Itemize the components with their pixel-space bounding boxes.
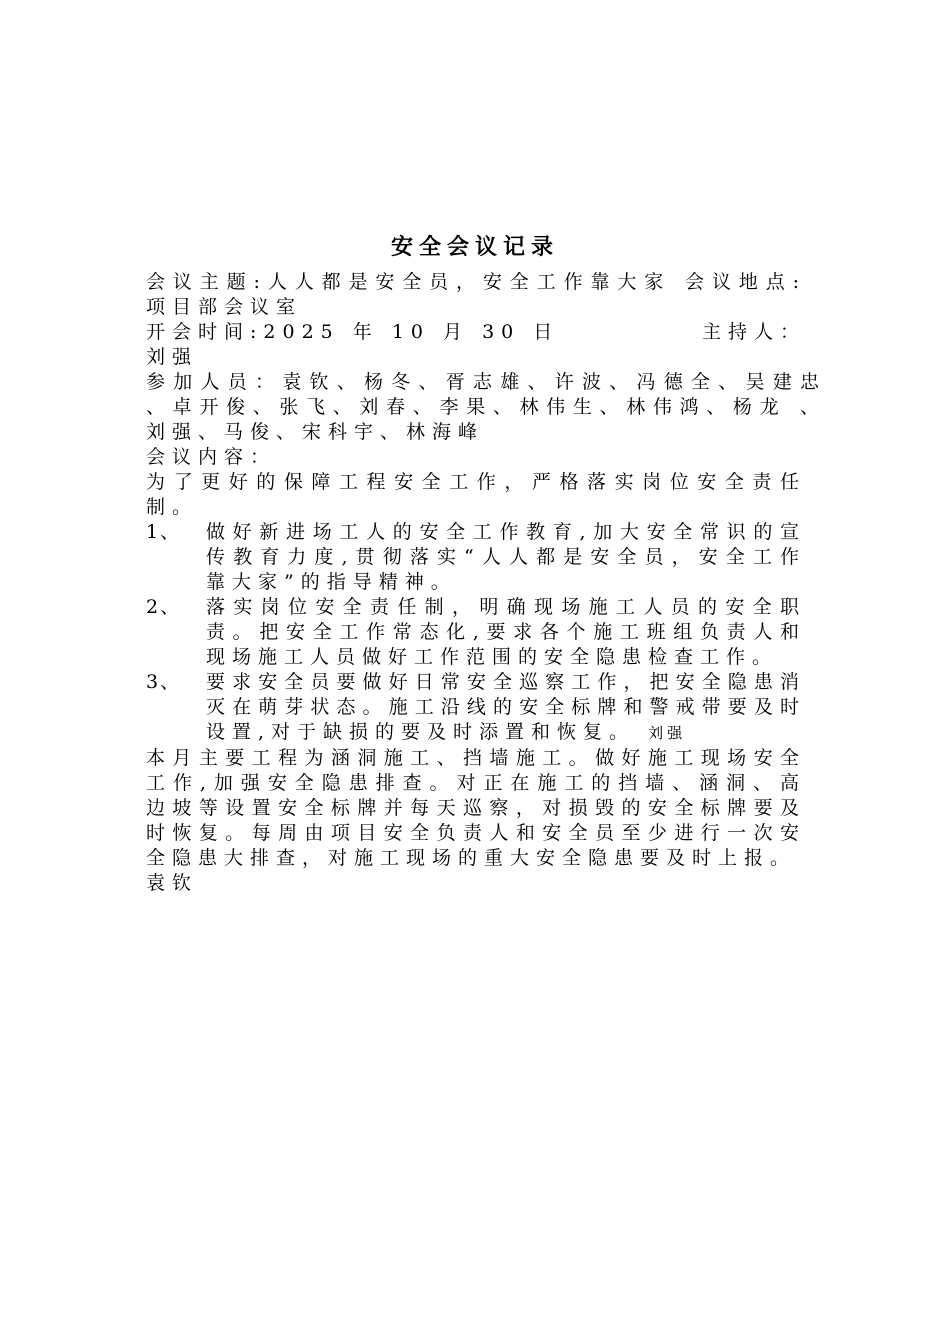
meeting-time: 开会时间:2025 年 10 月 30 日 xyxy=(146,321,560,343)
list-item xyxy=(146,520,806,595)
list-item xyxy=(146,595,806,670)
list-item-text: 做好新进场工人的安全工作教育,加大安全常识的宣传教育力度,贯彻落实“人人都是安全员，安全工作靠大家”的指导精神。 xyxy=(206,521,806,593)
content-label: 会议内容： xyxy=(146,446,277,468)
document-title: 安全会议记录 xyxy=(390,235,559,260)
list-item-text: 要求安全员要做好日常安全巡察工作，把安全隐患消灭在萌芽状态。施工沿线的安全标牌和警戒带要及时设置,对于缺损的要及时添置和恢复。 xyxy=(206,671,806,743)
list-item-text-wrapper xyxy=(206,670,806,746)
list-item-number: 2、 xyxy=(146,596,182,618)
meeting-topic-location: 会议主题:人人都是安全员，安全工作靠大家 会议地点:项目部会议室 xyxy=(146,271,806,318)
intro-paragraph: 为了更好的保障工程安全工作，严格落实岗位安全责任制。 xyxy=(146,471,806,518)
attendees-list: 参加人员：袁钦、杨冬、胥志雄、许波、冯德全、吴建忠 、卓开俊、张飞、刘春、李果、林伟生、林伟鸿、杨龙 、刘强、马俊、宋科宇、林海峰 xyxy=(146,371,826,443)
host-label: 主持人： xyxy=(701,321,806,343)
list-item-text: 落实岗位安全责任制，明确现场施工人员的安全职责。把安全工作常态化,要求各个施工班组负责人和现场施工人员做好工作范围的安全隐患检查工作。 xyxy=(206,596,806,668)
document-body xyxy=(146,270,826,896)
summary-signature: 袁钦 xyxy=(146,872,199,894)
host-name: 刘强 xyxy=(146,346,199,368)
summary-paragraph: 本月主要工程为涵洞施工、挡墙施工。做好施工现场安全工作,加强安全隐患排查。对正在施工的挡墙、涵洞、高边坡等设置安全标牌并每天巡察，对损毁的安全标牌要及时恢复。每周由项目安全负责人和安全员至少进行一次安全隐患大排查，对施工现场的重大安全隐患要及时上报。 xyxy=(146,747,806,869)
list-item-number: 1、 xyxy=(146,521,182,543)
list-item xyxy=(146,670,806,746)
meeting-time-row xyxy=(146,320,806,345)
item-signature: 刘强 xyxy=(648,724,687,742)
list-item-number: 3、 xyxy=(146,671,182,693)
